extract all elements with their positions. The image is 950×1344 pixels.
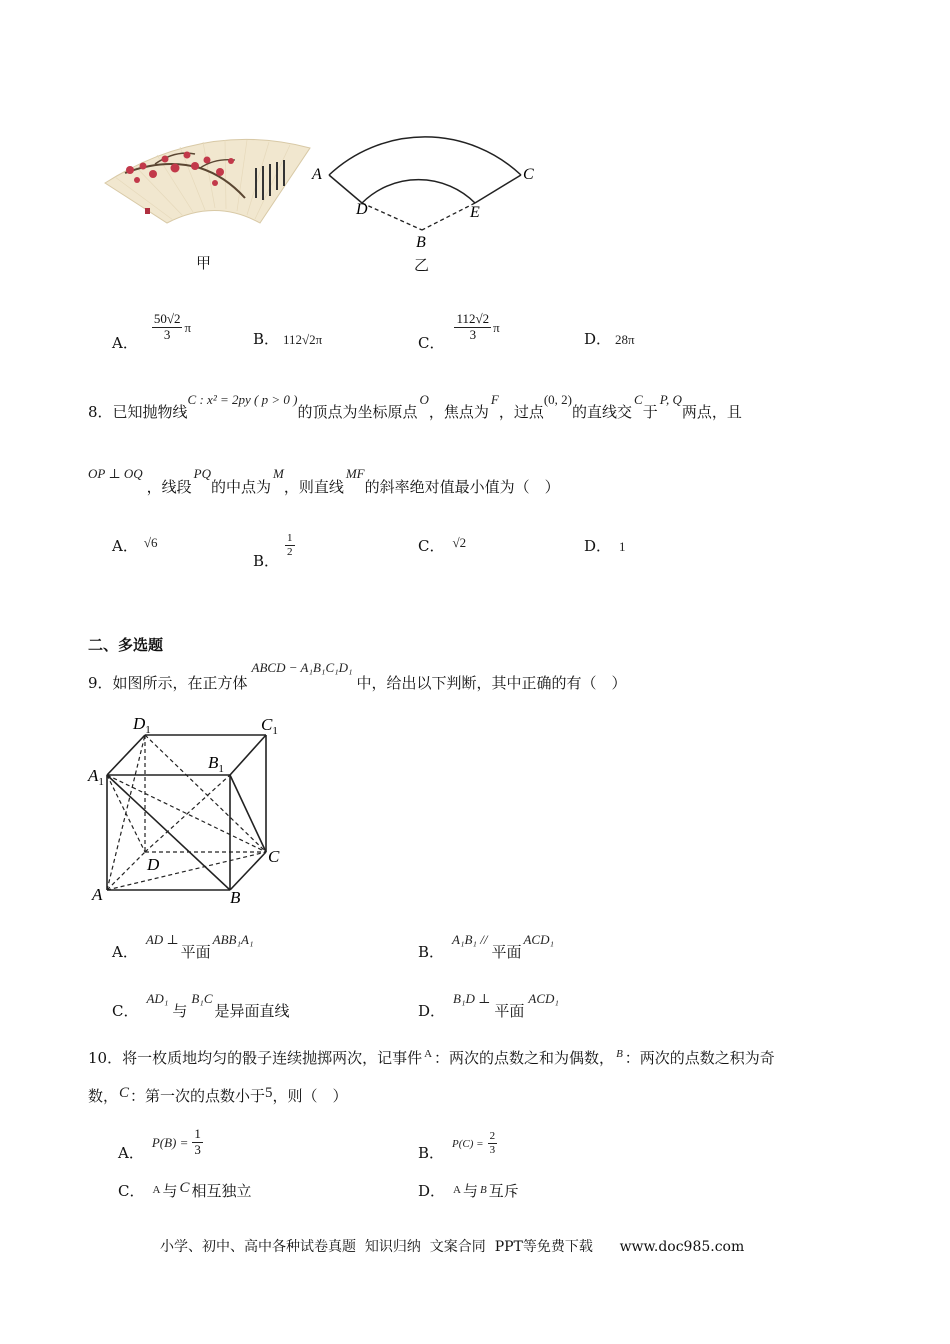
label-A1: $A_1$ [88,766,104,788]
q7-option-c[interactable]: C． $\frac{112√2}{3}$ π [418,311,500,352]
label-D: D [147,855,160,874]
cube-diagram [85,710,295,905]
q10-option-a[interactable]: A． P(B) = $\frac{1}{3}$ [118,1126,201,1162]
label-C: C [268,847,280,866]
annulus-sector-diagram [305,95,545,275]
q8-line2: OP ⊥ OQ，线段PQ的中点为M，则直线MF的斜率绝对值最小值为（ ） [88,466,560,496]
label-D: D [356,201,368,218]
label-E: E [470,204,480,221]
fan-painting-image [95,128,320,233]
q7-option-a[interactable]: A． $\frac{50√2}{3}$ π [112,311,192,352]
q10-option-b[interactable]: B． P(C) = $\frac{2}{3}$ [418,1130,496,1162]
q9-option-b[interactable]: B．A₁B₁ //平面ACD₁ [418,932,554,961]
q9-option-d[interactable]: D．B₁D ⊥平面ACD₁ [418,991,559,1020]
q8-option-a[interactable]: A． √6 [112,535,158,555]
q10-option-c[interactable]: C． $^A$ 与 C 相互独立 [118,1180,252,1200]
label-B1: $B_1$ [208,753,224,775]
section-heading-multiple-choice: 二、多选题 [88,636,164,654]
label-C: C [523,166,534,183]
fan-painting-figure [95,128,320,233]
q7-option-b[interactable]: B． 112√2π [253,330,323,348]
q8-line1: 8．已知抛物线C : x² = 2py ( p > 0 )的顶点为坐标原点O，焦点为F，过点(0, 2)的直线交C于P, Q两点，且 [88,392,742,421]
label-A: A [312,166,322,183]
q8-option-b[interactable]: B． $\frac{1}{2}$ [253,532,293,570]
inner-arc [362,180,475,203]
label-B: B [416,234,426,251]
q7-option-d[interactable]: D． 28π [584,330,635,348]
label-D1: $D_1$ [133,714,151,736]
q10-line2: 数，C：第一次的点数小于5，则（ ） [88,1085,348,1105]
page-footer: 小学、初中、高中各种试卷真题 知识归纳 文案合同 PPT等免费下载 www.doc985.com [160,1239,745,1255]
fan-caption-right: 乙 [414,256,430,274]
label-A: A [92,885,103,904]
q10-option-d[interactable]: D． $^A$ 与 $^B$ 互斥 [418,1182,519,1200]
q8-option-d[interactable]: D． 1 [584,537,626,555]
q9-option-c[interactable]: C．AD₁与B₁C是异面直线 [112,991,290,1020]
label-B: B [230,888,241,905]
q9-stem: 9．如图所示，在正方体ABCD − A₁B₁C₁D₁中，给出以下判断，其中正确的有（ ） [88,660,627,692]
fan-caption-left: 甲 [196,254,212,272]
q10-line1: 10．将一枚质地均匀的骰子连续抛掷两次，记事件 $^A$ ：两次的点数之和为偶数， $^B$ ：两次的点数之积为奇 [88,1048,775,1067]
q8-option-c[interactable]: C． √2 [418,535,467,555]
q9-option-a[interactable]: A．AD ⊥平面ABB₁A₁ [112,932,254,961]
outer-arc [329,137,521,175]
label-C1: $C_1$ [261,715,278,737]
